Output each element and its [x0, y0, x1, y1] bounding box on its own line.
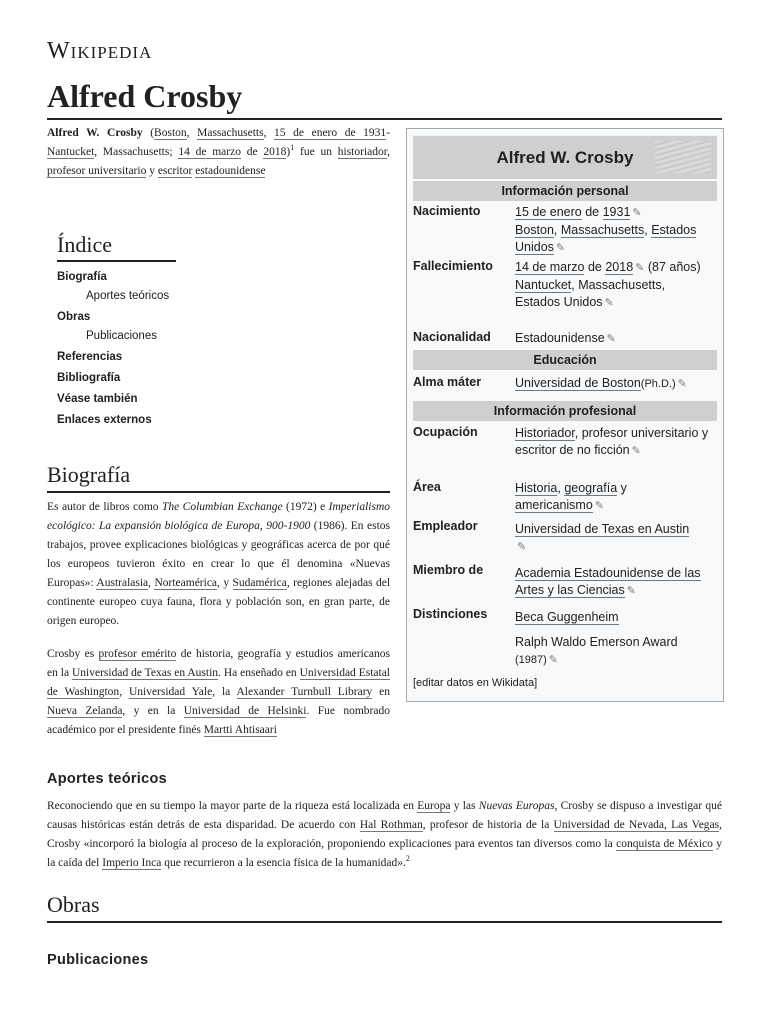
page-title: Alfred Crosby — [47, 76, 722, 120]
text: de — [581, 205, 603, 219]
infobox — [406, 128, 724, 702]
text: y — [146, 165, 158, 177]
link-ut-austin[interactable]: Universidad de Texas en Austin — [515, 522, 690, 536]
toc-item[interactable]: Biografía — [57, 271, 107, 283]
link-unlv[interactable]: Universidad de Nevada, Las Vegas — [553, 819, 720, 831]
link-massachusetts[interactable]: Massachusetts — [197, 127, 264, 139]
infobox-row-nacionalidad — [413, 330, 717, 348]
text: Crosby es — [47, 648, 99, 660]
text: . Fue nombrado académico por el presidente finés — [47, 705, 390, 736]
link-historiador[interactable]: historiador — [337, 146, 388, 158]
toc-item[interactable]: Obras — [57, 311, 91, 323]
value — [515, 425, 715, 460]
infobox-row-distinciones — [413, 607, 717, 667]
link-turnbull[interactable]: Alexander Turnbull Library — [236, 686, 373, 698]
infobox-row-miembro — [413, 563, 717, 599]
wikipedia-logo[interactable]: Wikipedia — [47, 38, 153, 64]
infobox-title: Alfred W. Crosby — [496, 148, 634, 167]
link-massachusetts[interactable]: Massachusetts — [560, 223, 645, 237]
biografia-paragraph-2 — [47, 645, 390, 740]
link-historia[interactable]: Historia — [515, 481, 558, 495]
value — [515, 609, 715, 669]
text: (87 años) — [644, 260, 701, 274]
link-academia[interactable]: Academia Estadounidense de las Artes y las Ciencias — [515, 566, 701, 597]
value: 15 de enero de 1931 ✎ Boston, Massachusetts, Estados Unidos ✎ — [515, 205, 697, 254]
text: de historia, geografía y estudios americanos en la — [47, 648, 390, 679]
text: , — [186, 127, 198, 139]
infobox-section-educacion: Educación — [413, 350, 717, 370]
text: de — [240, 146, 264, 158]
link-geografia[interactable]: geografía — [564, 481, 618, 495]
text: (1986). En estos trabajos, provee explicaciones biológicas y geográficas acerca de por qué los europeos tuvieron éxito en crear lo que él denomina «Nuevas Europas»: — [47, 520, 390, 589]
section-heading-aportes: Aportes teóricos — [47, 771, 168, 787]
link-americanismo[interactable]: americanismo — [515, 498, 593, 512]
label: Nacimiento — [413, 204, 481, 218]
text: Massachusetts — [578, 278, 662, 292]
link-profesor[interactable]: profesor universitario — [47, 165, 147, 177]
label: Fallecimiento — [413, 259, 493, 273]
pencil-icon[interactable]: ✎ — [604, 297, 614, 309]
value — [515, 521, 715, 556]
ref-2[interactable]: 2 — [405, 854, 410, 864]
text: , Massachusetts; — [94, 146, 179, 158]
toc-item[interactable]: Enlaces externos — [57, 414, 152, 426]
link-estadounidense[interactable]: estadounidense — [195, 165, 266, 177]
value — [515, 330, 715, 348]
link-sudamerica[interactable]: Sudamérica — [232, 577, 287, 589]
text: Reconociendo que en su tiempo la mayor parte de la riqueza está localizada en — [47, 800, 418, 812]
text: ) — [286, 146, 291, 158]
infobox-section-profesional: Información profesional — [413, 401, 717, 421]
text: y la caída del — [47, 838, 723, 869]
text: , y — [217, 577, 233, 589]
intro-name: Alfred W. Crosby — [47, 127, 143, 139]
link-birth-date[interactable]: 15 de enero de 1931 — [274, 127, 387, 139]
link-death-year[interactable]: 2018 — [605, 260, 634, 274]
table-of-contents — [57, 232, 197, 430]
text: ( — [142, 127, 155, 139]
text: (Ph.D.) — [640, 378, 676, 390]
link-australasia[interactable]: Australasia — [96, 577, 149, 589]
link-conquista-mexico[interactable]: conquista de México — [616, 838, 713, 850]
value: Historia, geografía y americanismo ✎ — [515, 481, 627, 512]
link-death-date[interactable]: 14 de marzo — [178, 146, 241, 158]
link-norteamerica[interactable]: Norteamérica — [154, 577, 218, 589]
text: de — [584, 260, 606, 274]
text: Estadounidense — [515, 331, 605, 345]
link-europa[interactable]: Europa — [417, 800, 451, 812]
pencil-icon[interactable]: ✎ — [626, 585, 636, 597]
infobox-row-ocupacion — [413, 425, 717, 477]
pencil-icon[interactable]: ✎ — [631, 445, 641, 457]
link-nantucket[interactable]: Nantucket — [47, 146, 95, 158]
infobox-header — [413, 136, 717, 179]
pencil-icon[interactable]: ✎ — [548, 654, 559, 666]
edit-wikidata-link[interactable]: [editar datos en Wikidata] — [413, 677, 538, 689]
section-heading-biografia: Biografía — [47, 462, 390, 493]
signature-image — [655, 141, 711, 173]
label: Distinciones — [413, 607, 488, 621]
text: Ralph Waldo Emerson Award — [515, 635, 678, 649]
book-title: Imperialismo ecológico: La expansión biológica de Europa, 900-1900 — [47, 501, 391, 532]
label: Área — [413, 480, 441, 494]
intro-paragraph — [47, 124, 390, 181]
pencil-icon[interactable]: ✎ — [594, 500, 605, 512]
pencil-icon[interactable]: ✎ — [677, 378, 687, 390]
link-profesor-emerito[interactable]: profesor emérito — [98, 648, 177, 660]
text: . Ha enseñado en — [218, 667, 300, 679]
label: Nacionalidad — [413, 330, 491, 344]
label: Ocupación — [413, 425, 478, 439]
link-birth-date[interactable]: 15 de enero — [515, 205, 582, 219]
text: en — [372, 686, 391, 698]
text: que recurrieron a la esencia física de la humanidad». — [161, 857, 406, 869]
text: (1987) — [515, 654, 547, 666]
label: Miembro de — [413, 563, 484, 577]
link-usa[interactable]: Estados Unidos — [515, 223, 697, 254]
text: fue un — [294, 146, 338, 158]
infobox-row-area — [413, 480, 717, 516]
link-guggenheim[interactable]: Beca Guggenheim — [515, 610, 619, 624]
pencil-icon[interactable]: ✎ — [606, 333, 616, 345]
toc-item[interactable]: Aportes teóricos — [86, 290, 170, 302]
ref-1[interactable]: 1 — [290, 143, 295, 153]
link-ahtisaari[interactable]: Martti Ahtisaari — [203, 724, 277, 736]
text: Nuevas Europas — [478, 800, 555, 812]
text: , — [148, 577, 155, 589]
value — [515, 375, 715, 393]
text: , profesor de historia de la — [422, 819, 554, 831]
toc-item[interactable]: Véase también — [57, 393, 138, 405]
text: , la — [212, 686, 237, 698]
text: Es autor de libros como — [47, 501, 162, 513]
infobox-row-nacimiento — [413, 204, 717, 256]
infobox-section-personal: Información personal — [413, 181, 717, 201]
text: , — [263, 127, 275, 139]
pencil-icon[interactable]: ✎ — [555, 242, 566, 254]
link-death-year[interactable]: 2018 — [263, 146, 287, 158]
link-helsinki[interactable]: Universidad de Helsinki — [183, 705, 307, 717]
link-boston-university[interactable]: Universidad de Boston — [515, 376, 641, 390]
link-death-date[interactable]: 14 de marzo — [515, 260, 585, 274]
value: 14 de marzo de 2018 ✎ (87 años) Nantucket, Massachusetts, Estados Unidos ✎ — [515, 260, 701, 309]
aportes-paragraph — [47, 797, 722, 873]
link-birth-year[interactable]: 1931 — [602, 205, 631, 219]
text: , Crosby «incorporó la biología al proceso de la exploración, proponiendo explicaciones para eventos tan diversos como la — [47, 819, 722, 850]
text: y las — [450, 800, 479, 812]
biografia-paragraph-1 — [47, 498, 390, 631]
pencil-icon[interactable]: ✎ — [517, 541, 527, 553]
text: , regiones alejadas del continente europeo cuya fauna, flora y población son, en gran parte, de origen europeo. — [47, 577, 391, 627]
toc-item[interactable]: Referencias — [57, 351, 123, 363]
link-nantucket[interactable]: Nantucket — [515, 278, 572, 292]
link-imperio-inca[interactable]: Imperio Inca — [102, 857, 162, 869]
text: , — [387, 146, 390, 158]
infobox-row-alma-mater — [413, 375, 717, 393]
link-nueva-zelanda[interactable]: Nueva Zelanda — [47, 705, 123, 717]
text: , — [119, 686, 129, 698]
link-yale[interactable]: Universidad Yale — [128, 686, 213, 698]
toc-item[interactable]: Publicaciones — [86, 330, 157, 342]
text: , y en la — [122, 705, 184, 717]
label: Empleador — [413, 519, 478, 533]
link-escritor[interactable]: escritor — [157, 165, 193, 177]
link-ut-austin[interactable]: Universidad de Texas en Austin — [71, 667, 219, 679]
link-boston[interactable]: Boston — [515, 223, 554, 237]
infobox-row-empleador — [413, 519, 717, 555]
link-boston[interactable]: Boston — [154, 127, 187, 139]
value — [515, 565, 715, 600]
link-wsu[interactable]: Universidad Estatal de Washington — [47, 667, 391, 698]
toc-item[interactable]: Bibliografía — [57, 372, 121, 384]
link-hal-rothman[interactable]: Hal Rothman — [359, 819, 423, 831]
section-heading-obras: Obras — [47, 892, 722, 923]
section-heading-publicaciones: Publicaciones — [47, 952, 149, 968]
link-historiador[interactable]: Historiador — [515, 426, 575, 440]
pencil-icon[interactable]: ✎ — [635, 262, 645, 274]
infobox-row-fallecimiento — [413, 259, 717, 329]
label: Alma máter — [413, 375, 482, 389]
text: Estados Unidos — [515, 295, 603, 309]
toc-title: Índice — [57, 232, 176, 262]
text: - — [386, 127, 391, 139]
pencil-icon[interactable]: ✎ — [632, 207, 642, 219]
book-title: The Columbian Exchange — [161, 501, 283, 513]
text: (1972) e — [282, 501, 329, 513]
text: y — [617, 481, 627, 495]
text: , profesor universitario y escritor de no ficción — [515, 426, 709, 457]
text: , Crosby se dispuso a investigar qué causas históricas están detrás de esta disparidad. De acuerdo con — [47, 800, 722, 831]
